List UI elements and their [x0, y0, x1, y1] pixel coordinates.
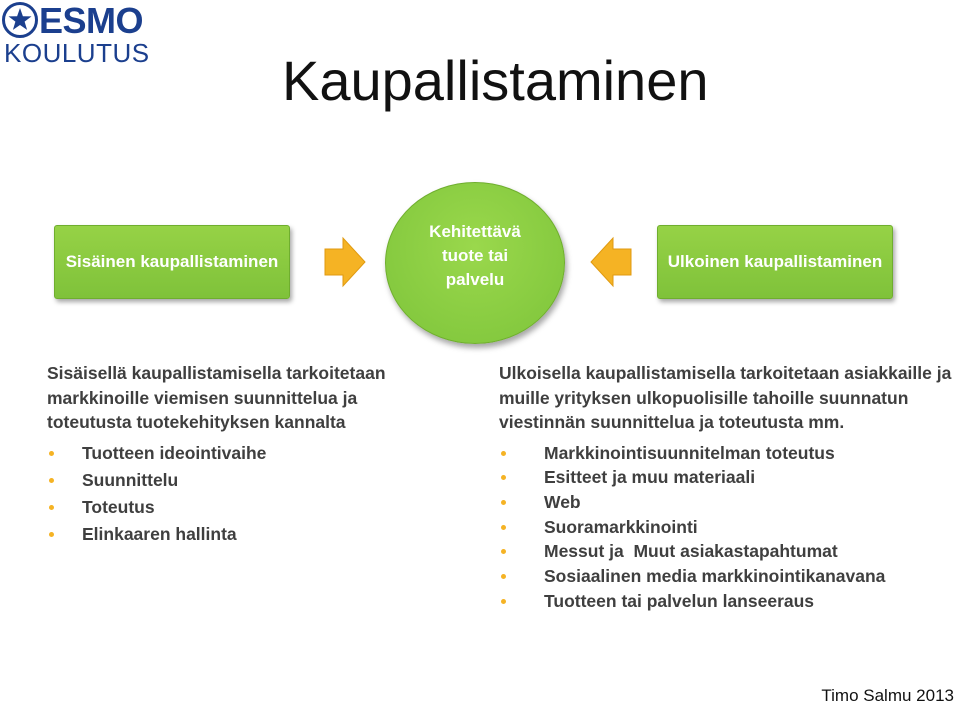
product-service-label: Kehitettävä tuote tai palvelu — [429, 222, 521, 289]
logo-text-esmo: ESMO — [39, 0, 144, 41]
list-item — [47, 495, 397, 520]
list-item — [47, 441, 397, 466]
bullet-icon — [501, 549, 506, 554]
list-item-text: Suunnittelu — [82, 469, 179, 490]
internal-intro-text: Sisäisellä kaupallistamisella tarkoitetaan markkinoille viemisen suunnittelua ja toteutusta tuotekehityksen kannalta — [47, 363, 386, 432]
bullet-icon — [501, 475, 506, 480]
bullet-icon — [49, 505, 54, 510]
star-circle-icon — [2, 2, 38, 38]
external-bullet-list — [499, 441, 954, 614]
list-item — [47, 522, 397, 547]
list-item — [499, 539, 954, 564]
list-item — [499, 490, 954, 515]
esmo-koulutus-logo — [2, 2, 172, 70]
bullet-icon — [49, 451, 54, 456]
list-item-text: Toteutus — [82, 497, 155, 518]
list-item — [499, 465, 954, 490]
internal-commercialization-label: Sisäinen kaupallistaminen — [65, 252, 279, 271]
bullet-icon — [501, 451, 506, 456]
list-item-text: Messut ja Muut asiakastapahtumat — [544, 541, 838, 562]
list-item-text: Sosiaalinen media markkinointikanavana — [544, 565, 886, 586]
logo-text-koulutus: KOULUTUS — [4, 38, 150, 68]
product-service-circle — [385, 182, 565, 344]
page-title: Kaupallistaminen — [282, 49, 709, 112]
list-item-text: Web — [544, 491, 581, 512]
arrow-left-icon — [589, 236, 633, 288]
internal-bullet-list — [47, 441, 397, 547]
internal-description — [47, 361, 397, 550]
external-intro-text: Ulkoisella kaupallistamisella tarkoitetaan asiakkaille ja muille yrityksen ulkopuolisille tahoille suunnatun viestinnän suunnittelua ja toteutusta mm. — [499, 363, 952, 432]
author-footer: Timo Salmu 2013 — [821, 686, 954, 705]
list-item — [499, 441, 954, 466]
list-item — [499, 564, 954, 589]
list-item-text: Tuotteen ideointivaihe — [82, 442, 267, 463]
list-item-text: Markkinointisuunnitelman toteutus — [544, 442, 835, 463]
bullet-icon — [501, 599, 506, 604]
list-item — [499, 589, 954, 614]
list-item — [499, 515, 954, 540]
external-commercialization-box — [657, 225, 893, 299]
external-description — [499, 361, 954, 613]
list-item-text: Esitteet ja muu materiaali — [544, 467, 756, 488]
list-item-text: Suoramarkkinointi — [544, 516, 698, 537]
bullet-icon — [49, 478, 54, 483]
bullet-icon — [501, 500, 506, 505]
internal-commercialization-box — [54, 225, 290, 299]
list-item-text: Tuotteen tai palvelun lanseeraus — [544, 590, 815, 611]
list-item-text: Elinkaaren hallinta — [82, 524, 237, 545]
external-commercialization-label: Ulkoinen kaupallistaminen — [667, 252, 883, 271]
arrow-right-icon — [323, 236, 367, 288]
bullet-icon — [501, 525, 506, 530]
list-item — [47, 468, 397, 493]
bullet-icon — [501, 574, 506, 579]
bullet-icon — [49, 532, 54, 537]
